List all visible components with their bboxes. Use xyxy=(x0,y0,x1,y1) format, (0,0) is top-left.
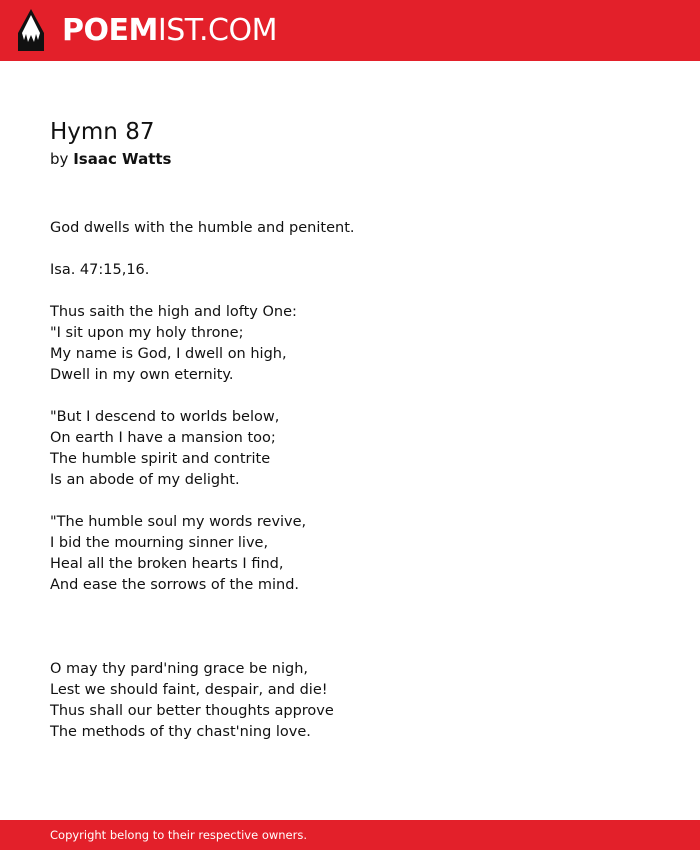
poem-line: O may thy pard'ning grace be nigh, xyxy=(50,661,309,677)
logo-text-light: IST.COM xyxy=(157,13,277,48)
poem-line: The methods of thy chast'ning love. xyxy=(50,724,311,740)
poem-line: Thus shall our better thoughts approve xyxy=(50,703,334,719)
poem-line: On earth I have a mansion too; xyxy=(50,430,276,446)
poem-line: Lest we should faint, despair, and die! xyxy=(50,682,328,698)
logo-text-bold: POEM xyxy=(62,13,158,48)
poem-line: "But I descend to worlds below, xyxy=(50,409,280,425)
byline xyxy=(50,148,171,170)
poem-body xyxy=(50,218,355,743)
poem-line: I bid the mourning sinner live, xyxy=(50,535,269,551)
poem-line: Dwell in my own eternity. xyxy=(50,367,234,383)
poem-line: "The humble soul my words revive, xyxy=(50,514,307,530)
poem-line: Thus saith the high and lofty One: xyxy=(50,304,297,320)
poem-line: And ease the sorrows of the mind. xyxy=(50,577,300,593)
poem-reference: Isa. 47:15,16. xyxy=(50,262,150,278)
poem-line: Is an abode of my delight. xyxy=(50,472,240,488)
site-logo[interactable] xyxy=(62,13,277,49)
poem-line: Heal all the broken hearts I find, xyxy=(50,556,284,572)
poem-line: "I sit upon my holy throne; xyxy=(50,325,244,341)
copyright-notice: Copyright belong to their respective owners. xyxy=(50,828,308,842)
by-prefix: by xyxy=(50,150,69,168)
site-footer xyxy=(0,820,700,850)
author-name: Isaac Watts xyxy=(73,150,172,168)
poem-line: The humble spirit and contrite xyxy=(50,451,271,467)
poem-title: Hymn 87 xyxy=(50,119,155,145)
site-header xyxy=(0,0,700,61)
pencil-icon[interactable] xyxy=(18,9,44,51)
poem-line: My name is God, I dwell on high, xyxy=(50,346,287,362)
poem-intro: God dwells with the humble and penitent. xyxy=(50,220,355,236)
